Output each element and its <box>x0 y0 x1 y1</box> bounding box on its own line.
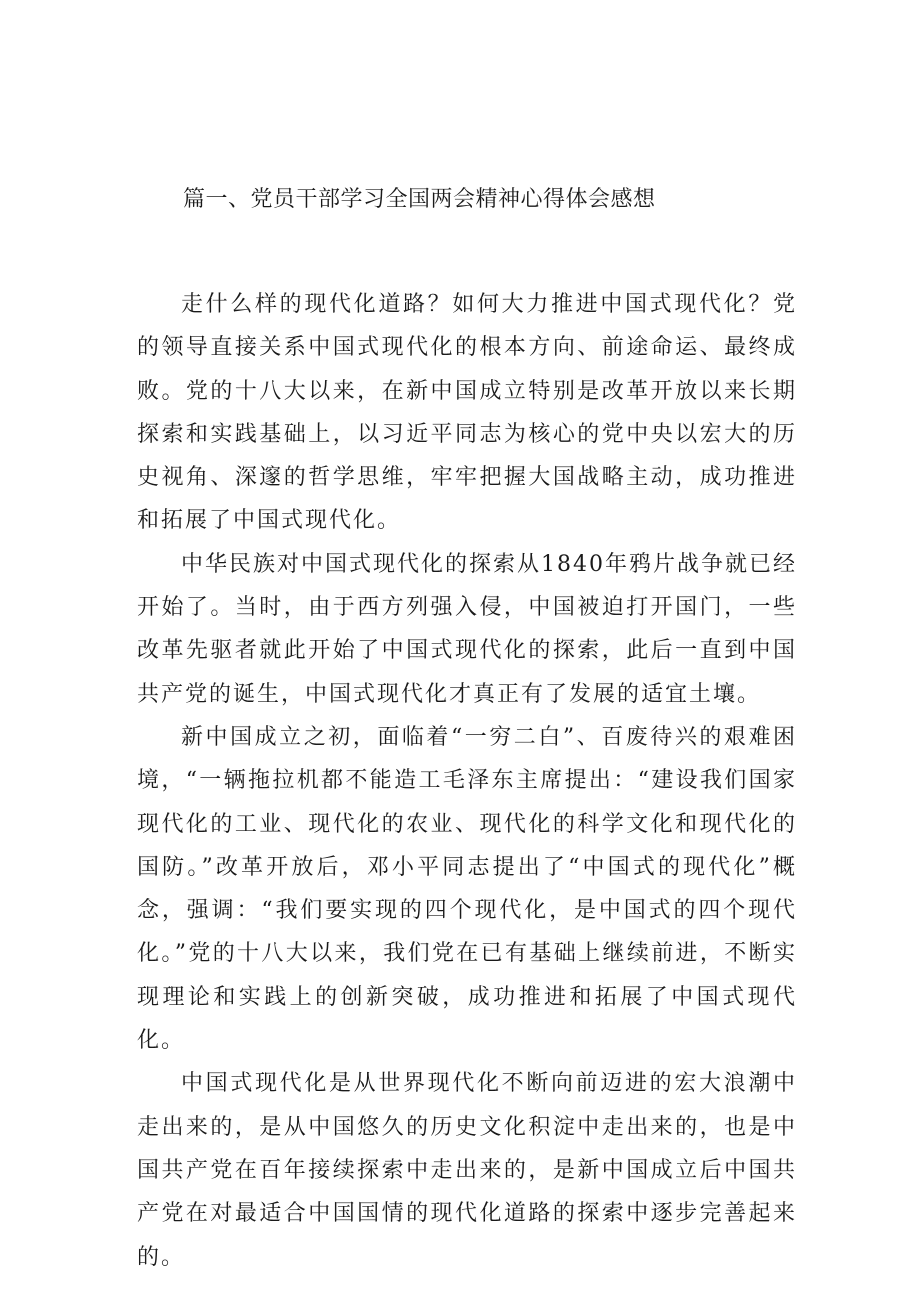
paragraph-2: 中华民族对中国式现代化的探索从1840年鸦片战争就已经开始了。当时，由于西方列强入侵，中国被迫打开国门，一些改革先驱者就此开始了中国式现代化的探索，此后一直到中国共产党的诞生，中国式现代化才真正有了发展的适宜土壤。 <box>137 551 797 707</box>
paragraph-4: 中国式现代化是从世界现代化不断向前迈进的宏大浪潮中走出来的，是从中国悠久的历史文化积淀中走出来的，也是中国共产党在百年接续探索中走出来的，是新中国成立后中国共产党在对最适合中国国情的现代化道路的探索中逐步完善起来的。 <box>137 1071 797 1270</box>
document-body <box>137 283 797 1279</box>
document-title: 篇一、党员干部学习全国两会精神心得体会感想 <box>183 187 656 212</box>
paragraph-3: 新中国成立之初，面临着“一穷二白”、百废待兴的艰难困境，“一辆拖拉机都不能造工毛泽东主席提出：“建设我们国家现代化的工业、现代化的农业、现代化的科学文化和现代化的国防。”改革开放后，邓小平同志提出了“中国式的现代化”概念，强调：“我们要实现的四个现代化，是中国式的四个现代化。”党的十八大以来，我们党在已有基础上继续前进，不断实现理论和实践上的创新突破，成功推进和拓展了中国式现代化。 <box>137 724 797 1054</box>
paragraph-1: 走什么样的现代化道路？如何大力推进中国式现代化？党的领导直接关系中国式现代化的根本方向、前途命运、最终成败。党的十八大以来，在新中国成立特别是改革开放以来长期探索和实践基础上，以习近平同志为核心的党中央以宏大的历史视角、深邃的哲学思维，牢牢把握大国战略主动，成功推进和拓展了中国式现代化。 <box>137 292 797 534</box>
